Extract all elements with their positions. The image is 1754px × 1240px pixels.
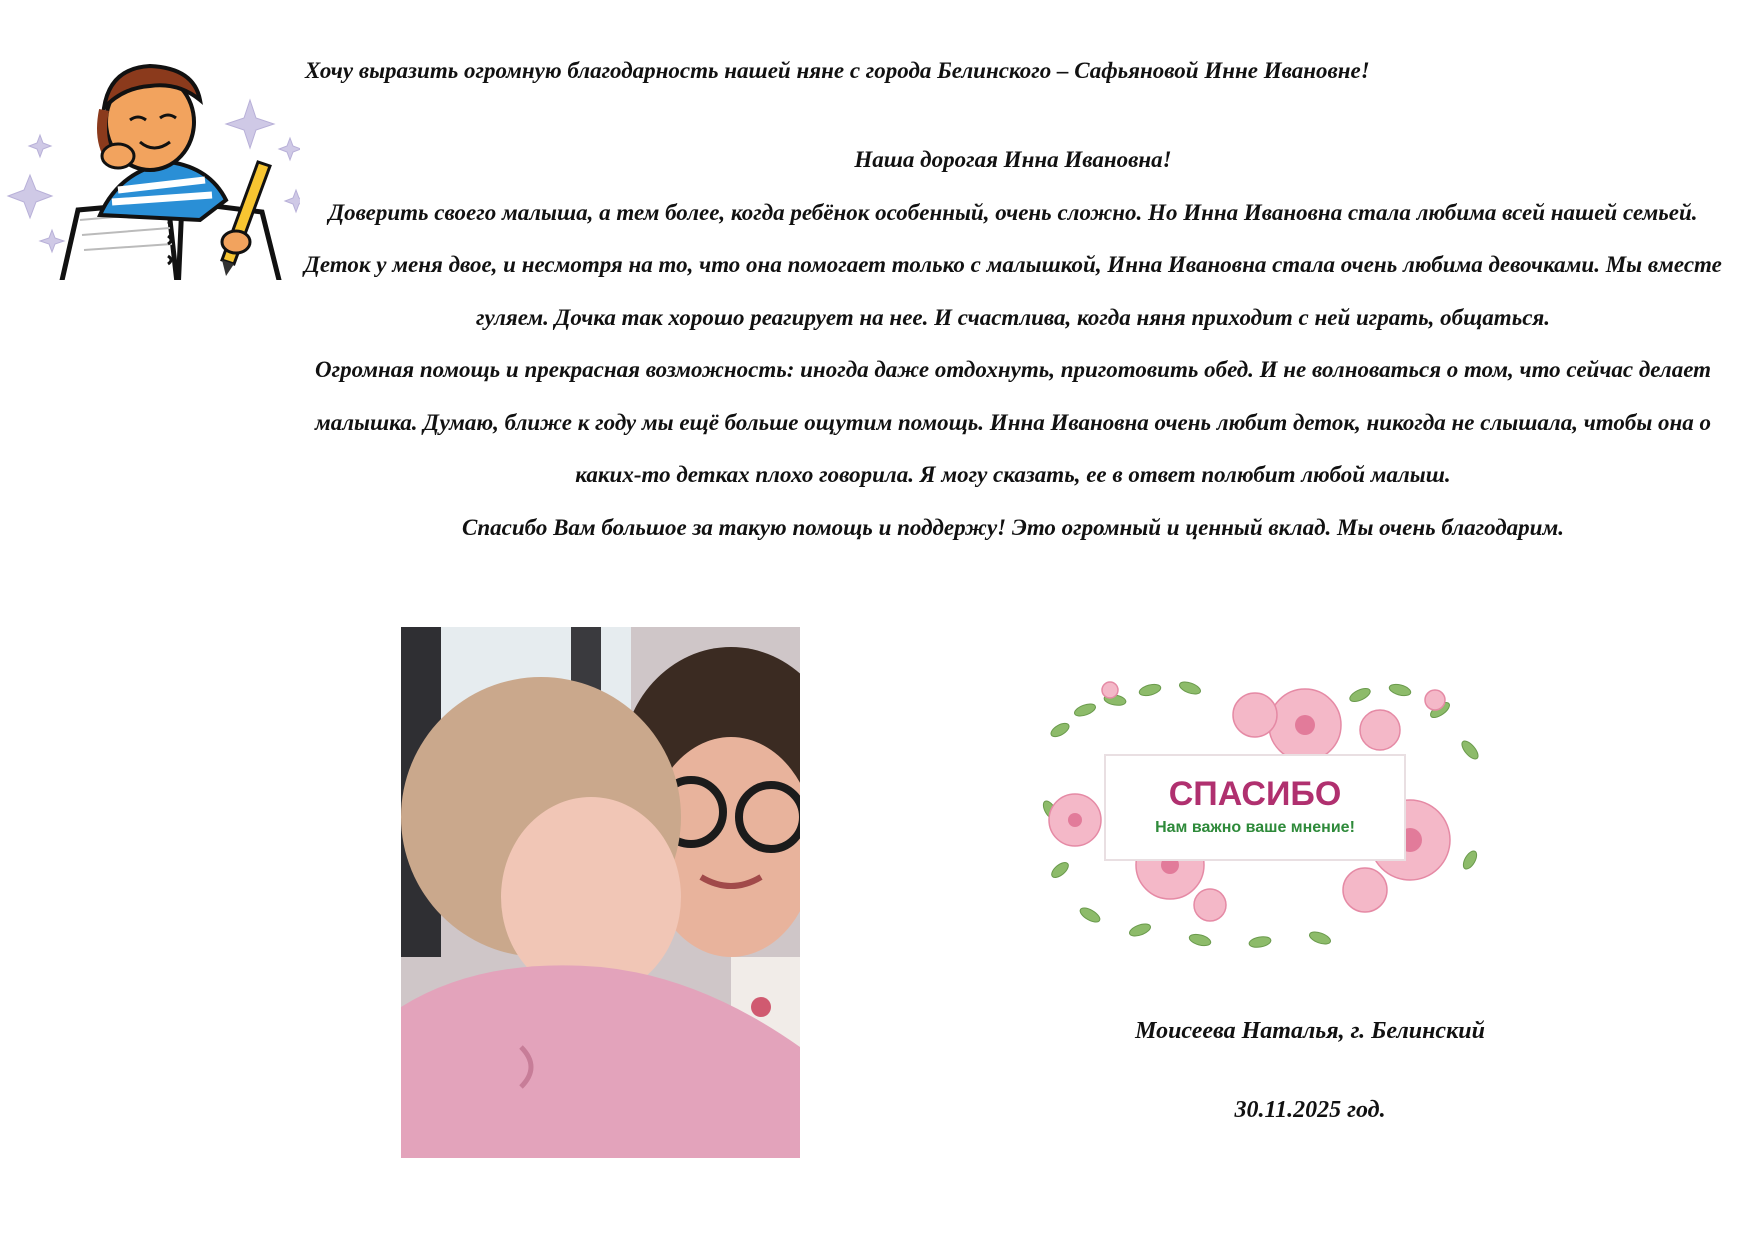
letter-body: [298, 134, 1728, 554]
boy-writing-in-notebook-icon: [0, 30, 300, 280]
thanks-title: СПАСИБО: [1168, 775, 1342, 813]
intro-line: Хочу выразить огромную благодарность нашей няне с города Белинского – Сафьяновой Инне Ивановне!: [305, 58, 1370, 83]
letter-date: 30.11.2025 год.: [1234, 1097, 1386, 1123]
thanks-subtitle: Нам важно ваше мнение!: [1155, 819, 1355, 836]
salutation: Наша дорогая Инна Ивановна!: [854, 147, 1172, 172]
letter-paragraph: Спасибо Вам большое за такую помощь и поддержу! Это огромный и ценный вклад. Мы очень благодарим.: [462, 514, 1564, 540]
letter-paragraph: Доверить своего малыша, а тем более, когда ребёнок особенный, очень сложно. Но Инна Ивановна стала любима всей нашей семьей. Деток у меня двое, и несмотря на то, что она помогает только с малышкой, Инна Ивановна стала очень любима девочками. Мы вместе гуляем. Дочка так хорошо реагирует на нее. И счастлива, когда няня приходит с ней играть, общаться.: [304, 199, 1722, 330]
signature: Моисеева Наталья, г. Белинский: [1135, 1018, 1485, 1044]
thanks-card: [1030, 660, 1485, 980]
nanny-with-toddler-photo: [401, 627, 800, 1158]
letter-paragraph: Огромная помощь и прекрасная возможность: иногда даже отдохнуть, приготовить обед. И не волноваться о том, что сейчас делает малышка. Думаю, ближе к году мы ещё больше ощутим помощь. Инна Ивановна очень любит деток, никогда не слышала, чтобы она о каких-то детках плохо говорила. Я могу сказать, ее в ответ полюбит любой малыш.: [314, 357, 1712, 487]
